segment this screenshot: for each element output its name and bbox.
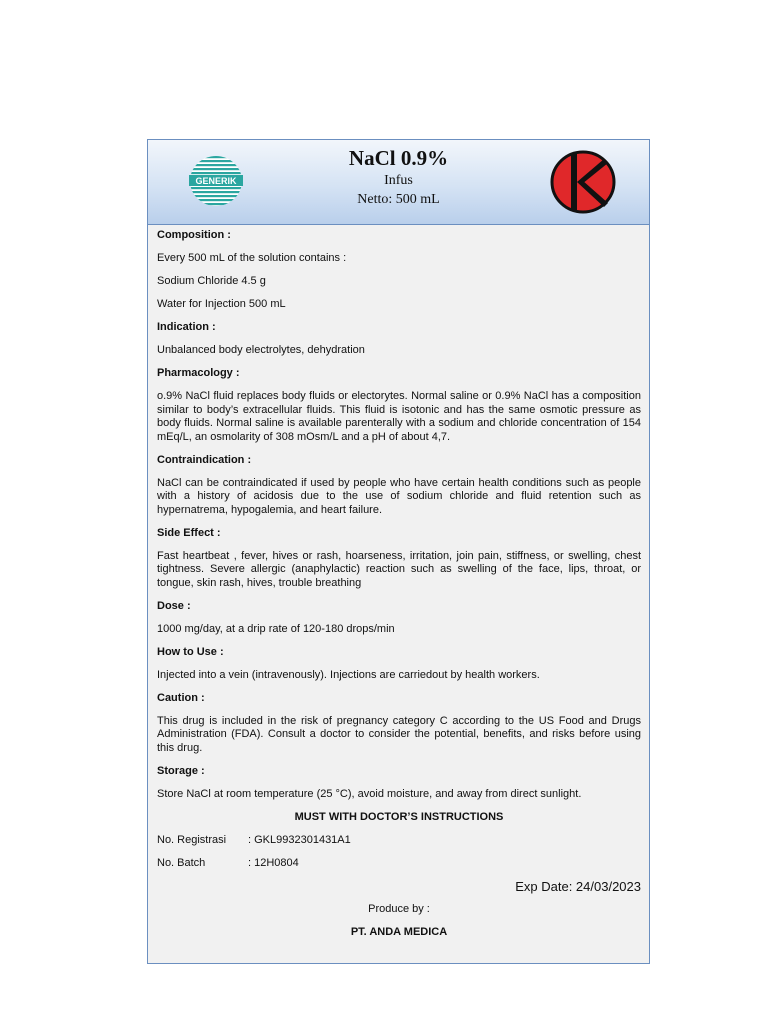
expiry-date: Exp Date: 24/03/2023 (515, 878, 641, 894)
registration-label: No. Registrasi (157, 833, 227, 846)
side-effect-heading: Side Effect : (157, 526, 221, 539)
how-to-use-text: Injected into a vein (intravenously). Injections are carriedout by health workers. (157, 668, 540, 681)
composition-intro: Every 500 mL of the solution contains : (157, 252, 347, 264)
doctor-warning: MUST WITH DOCTOR’S INSTRUCTIONS (294, 810, 504, 823)
indication-heading: Indication : (157, 321, 216, 333)
label-content (157, 229, 641, 949)
label-header (148, 140, 649, 225)
generik-logo-text: GENERIK (195, 176, 237, 186)
composition-item: Water for Injection 500 mL (157, 298, 286, 310)
composition-heading: Composition : (157, 229, 231, 241)
batch-label: No. Batch (157, 856, 206, 869)
pharmacology-heading: Pharmacology : (157, 367, 240, 379)
how-to-use-heading: How to Use : (157, 645, 224, 658)
storage-text: Store NaCl at room temperature (25 °C), avoid moisture, and away from direct sunlight. (157, 787, 582, 800)
product-subtitle: Infus (384, 173, 413, 188)
drug-label (147, 139, 650, 964)
registration-value: : GKL9932301431A1 (248, 833, 351, 846)
hard-drug-k-logo (550, 150, 616, 214)
dose-text: 1000 mg/day, at a drip rate of 120-180 drops/min (157, 622, 395, 635)
producer-label: Produce by : (368, 902, 430, 915)
storage-heading: Storage : (157, 764, 205, 777)
pharmacology-text: o.9% NaCl fluid replaces body fluids or electorytes. Normal saline or 0.9% NaCl has a composition similar to body’s extracellular fluids. This fluid is isotonic and has the same osmotic pressure as body fluids. Normal saline is available parenterally with a sodium and chloride concentration of 154 mEq/L, an osmolarity of 308 mOsm/L and a pH of about 4,7. (157, 390, 641, 443)
net-volume: Netto: 500 mL (357, 192, 440, 207)
batch-value: : 12H0804 (248, 856, 299, 869)
contraindication-heading: Contraindication : (157, 453, 252, 466)
composition-item: Sodium Chloride 4.5 g (157, 275, 266, 287)
caution-text: This drug is included in the risk of pregnancy category C according to the US Food and Drugs Administration (FDA). Consult a doctor to consider the potential, benefits, and risks before using this drug. (157, 714, 641, 754)
side-effect-text: Fast heartbeat , fever, hives or rash, hoarseness, irritation, join pain, stiffness, or swelling, chest tightness. Severe allergic (anaphylactic) reaction such as swelling of the face, lips, throat, or tongue, skin rash, hives, trouble breathing (157, 549, 641, 589)
producer-name: PT. ANDA MEDICA (350, 925, 448, 938)
caution-heading: Caution : (157, 691, 205, 704)
batch-row (157, 857, 641, 871)
contraindication-text: NaCl can be contraindicated if used by people who have certain health conditions such as people with a history of acidosis due to the use of sodium chloride and fluid retention such as hypernatrema, hypogalemia, and heart failure. (157, 476, 641, 516)
product-title: NaCl 0.9% (348, 146, 449, 170)
registration-row (157, 834, 641, 848)
indication-text: Unbalanced body electrolytes, dehydration (157, 344, 365, 356)
dose-heading: Dose : (157, 599, 191, 612)
